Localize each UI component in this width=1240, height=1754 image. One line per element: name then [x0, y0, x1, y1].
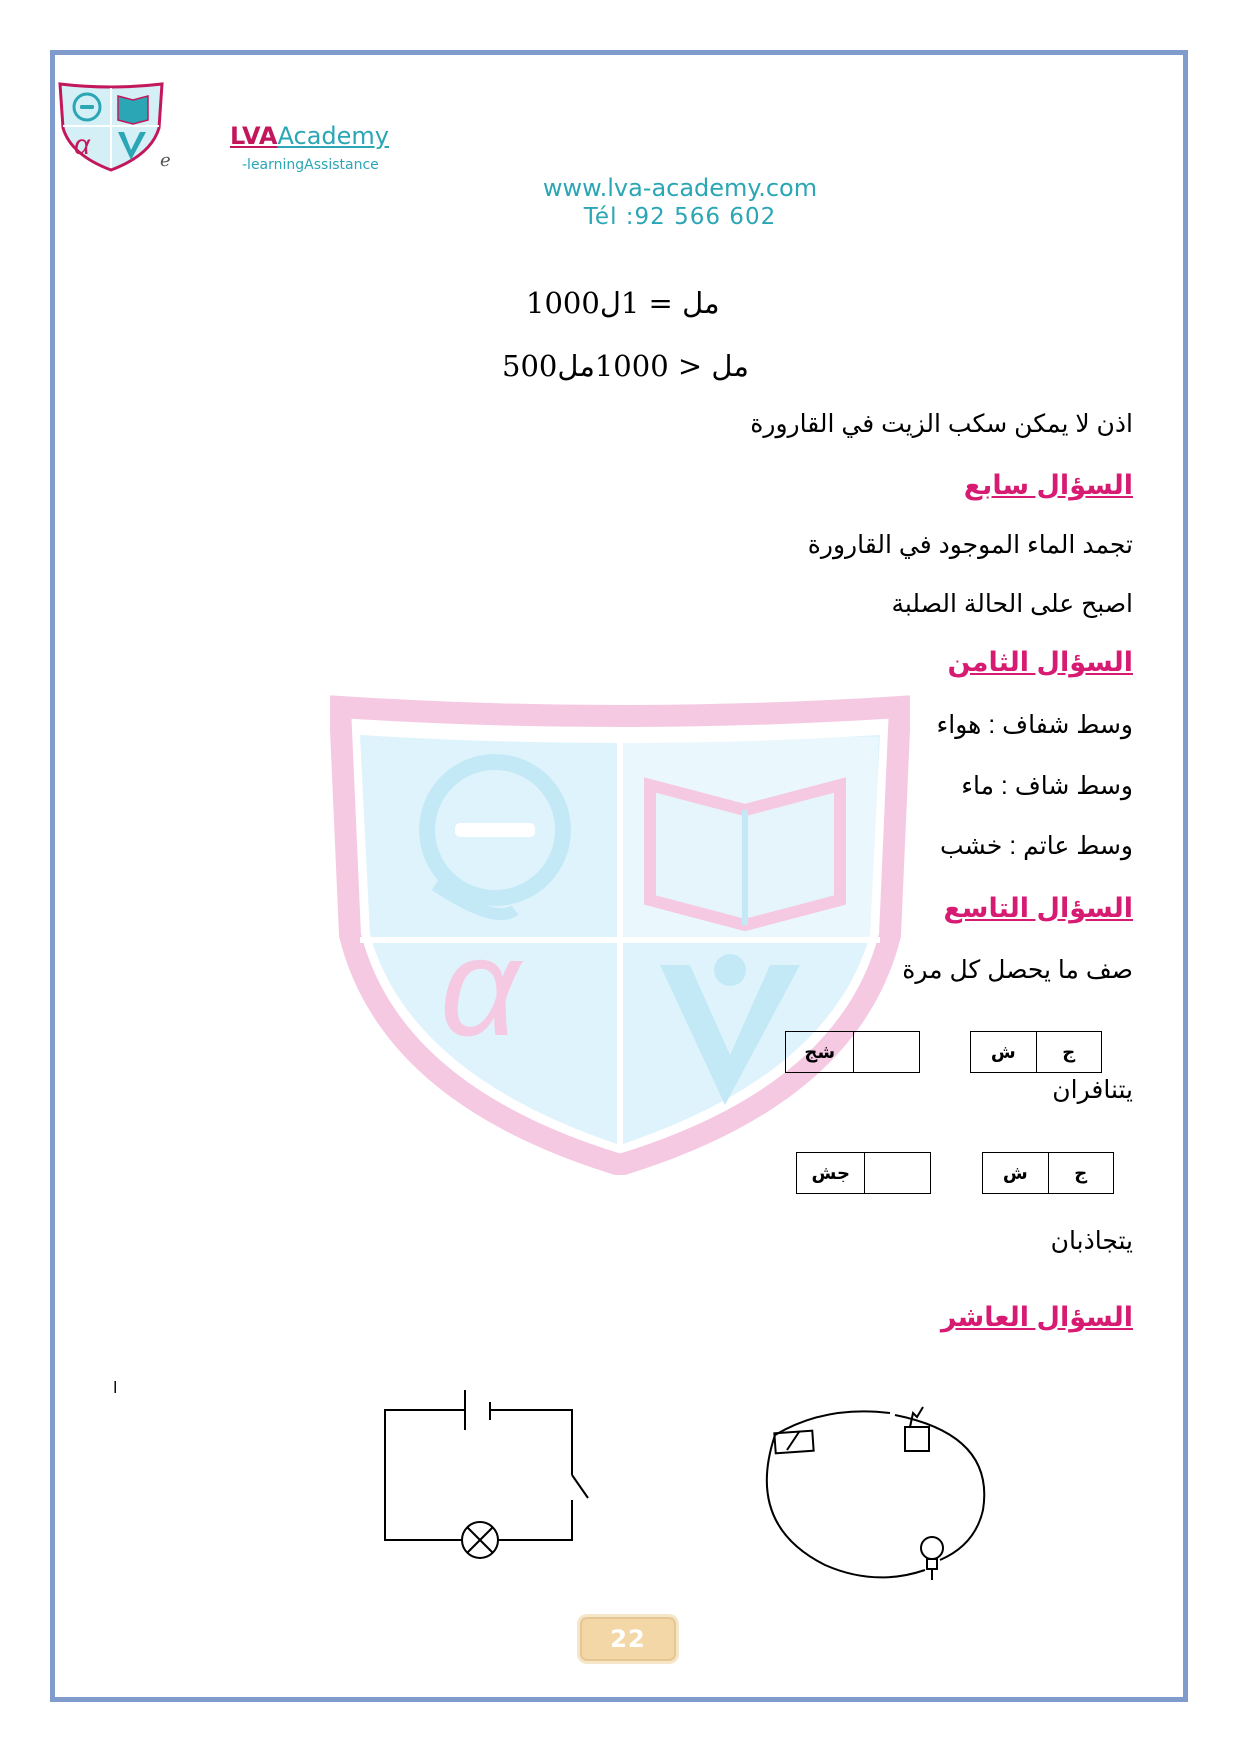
brand-tagline: -learningAssistance	[242, 157, 379, 173]
stray-mark: ا	[113, 1380, 118, 1397]
magnet-pole: ج	[1074, 1162, 1088, 1183]
eq2-left: 1000مل	[557, 349, 669, 383]
magnet-b-row2	[796, 1152, 931, 1194]
question-9-heading: السؤال التاسع	[943, 893, 1133, 923]
conclusion-text: اذن لا يمكن سكب الزيت في القارورة	[750, 410, 1133, 438]
magnet-pole: ش	[983, 1153, 1049, 1193]
watermark-shield-icon	[330, 695, 910, 1175]
question-10-heading: السؤال العاشر	[940, 1302, 1133, 1332]
q8-line-3: وسط عاتم : خشب	[940, 832, 1133, 860]
page-number: 22	[580, 1617, 676, 1661]
equation-2	[502, 349, 749, 383]
equals-sign: =	[639, 286, 673, 320]
switch-box-icon	[905, 1427, 929, 1451]
eq2-right: 500مل	[502, 349, 749, 383]
q7-line-1: تجمد الماء الموجود في القارورة	[807, 531, 1133, 559]
magnet-pole: ج	[1062, 1041, 1076, 1062]
q7-line-2: اصبح على الحالة الصلبة	[891, 590, 1133, 618]
alpha-icon: α	[74, 129, 90, 160]
magnet-pole	[865, 1153, 930, 1193]
q9-line-1: صف ما يحصل كل مرة	[902, 956, 1133, 984]
bulb-icon	[921, 1537, 943, 1559]
question-8-heading: السؤال الثامن	[947, 647, 1133, 677]
phone-number: Tél :92 566 602	[583, 204, 777, 230]
circuit-drawing	[765, 1395, 995, 1590]
magnet-pole: ش	[971, 1032, 1037, 1072]
magnet-a-row1	[970, 1031, 1102, 1073]
question-7-heading: السؤال سابع	[963, 470, 1133, 500]
open-switch	[572, 1475, 588, 1498]
open-book-icon	[118, 96, 148, 124]
eq1-left: 1ل	[599, 286, 640, 320]
logo-letter: e	[160, 150, 171, 171]
equation-1	[526, 286, 720, 320]
eq1-right: 1000مل	[526, 286, 720, 320]
circuit-schematic	[370, 1380, 600, 1570]
brand-lv: LVA	[230, 122, 278, 150]
magnet-pole: شج	[786, 1032, 854, 1072]
brand-name	[230, 122, 389, 150]
result-repel: يتنافران	[1052, 1076, 1133, 1104]
less-than-sign: <	[668, 349, 703, 383]
battery-icon	[774, 1431, 813, 1454]
result-attract: يتجاذبان	[1050, 1227, 1133, 1255]
magnet-b-row1	[785, 1031, 920, 1073]
magnet-a-row2	[982, 1152, 1114, 1194]
magnet-pole: جش	[797, 1153, 865, 1193]
magnet-pole	[854, 1032, 919, 1072]
website-link[interactable]: www.lva-academy.com	[542, 174, 818, 202]
svg-text:α: α	[440, 908, 520, 1065]
brand-academy: Academy	[277, 122, 389, 150]
q8-line-2: وسط شاف : ماء	[961, 772, 1133, 800]
academy-logo-icon	[56, 80, 166, 172]
q8-line-1: وسط شفاف : هواء	[936, 711, 1133, 739]
